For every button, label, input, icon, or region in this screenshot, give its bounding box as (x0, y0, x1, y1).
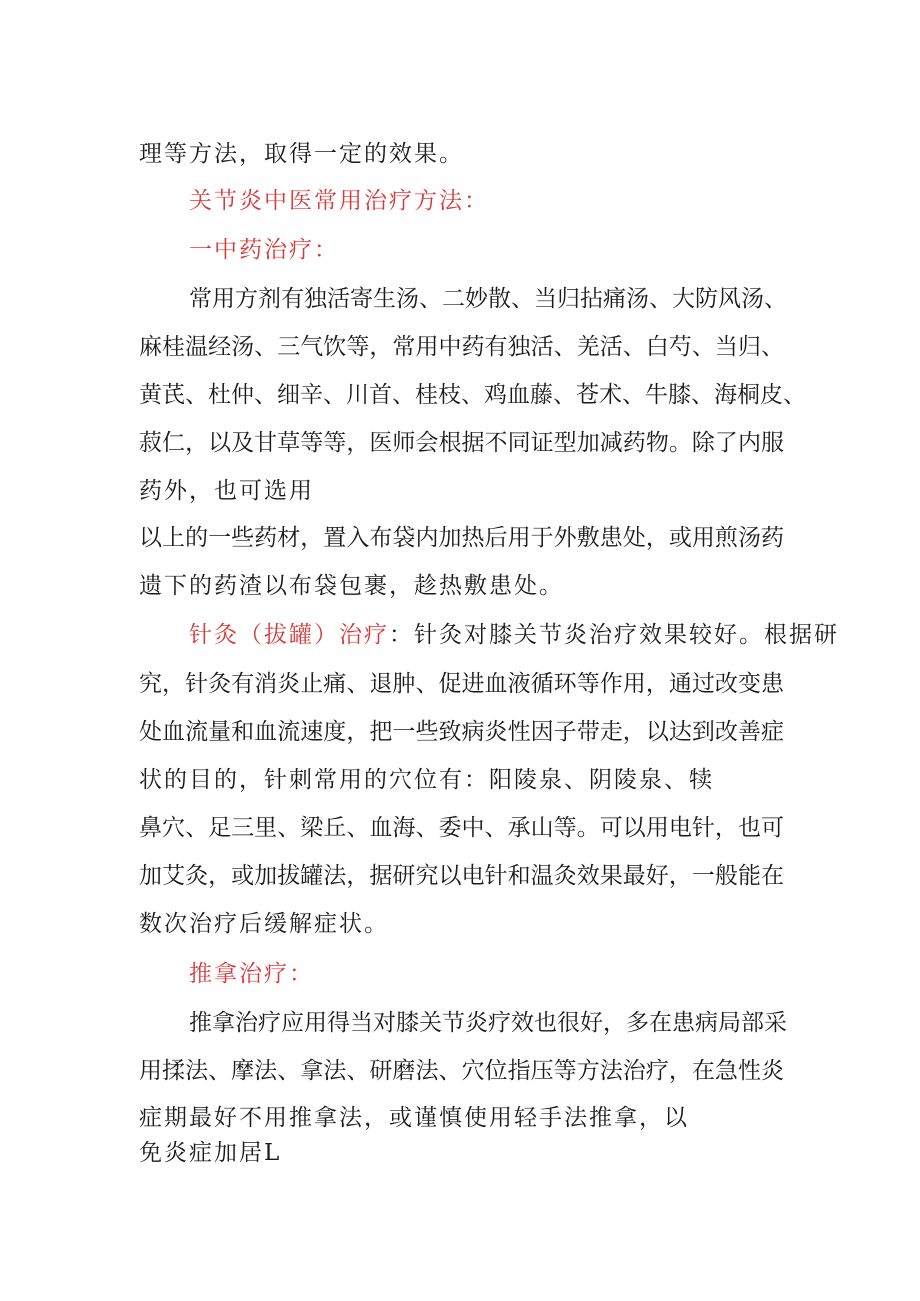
paragraph-line: 药外，也可选用 (139, 478, 314, 504)
paragraph-line-mixed (189, 620, 839, 650)
paragraph-line: 菽仁，以及甘草等等，医师会根据不同证型加减药物。除了内服 (139, 430, 784, 456)
paragraph-line: 鼻穴、足三里、梁丘、血海、委中、承山等。可以用电针，也可 (139, 815, 784, 841)
paragraph-line: 处血流量和血流速度，把一些致病炎性因子带走，以达到改善症 (139, 719, 784, 745)
inline-text: ：针灸对膝关节炎治疗效果较好。根据研 (389, 622, 839, 648)
paragraph-line: 以上的一些药材，置入布袋内加热后用于外敷患处，或用煎汤药 (139, 525, 784, 551)
paragraph-line: 免炎症加居L (139, 1140, 282, 1166)
paragraph-line: 加艾灸，或加拔罐法，据研究以电针和温灸效果最好，一般能在 (139, 863, 784, 889)
paragraph-line: 究，针灸有消炎止痛、退肿、促进血液循环等作用，通过改变患 (139, 671, 784, 697)
paragraph-line: 推拿治疗应用得当对膝关节炎疗效也很好，多在患病局部采 (189, 1010, 787, 1036)
subsection-heading: 推拿治疗： (189, 961, 314, 987)
subsection-heading: 一中药治疗： (189, 237, 339, 263)
paragraph-line: 数次治疗后缓解症状。 (139, 911, 389, 937)
paragraph-line: 症期最好不用推拿法，或谨慎使用轻手法推拿，以 (139, 1105, 689, 1131)
paragraph-line: 黄芪、杜仲、细辛、川首、桂枝、鸡血藤、苍术、牛膝、海桐皮、 (139, 382, 806, 408)
paragraph-line: 理等方法，取得一定的效果。 (139, 141, 464, 167)
paragraph-line: 状的目的，针刺常用的穴位有：阳陵泉、阴陵泉、犊 (139, 767, 714, 793)
section-heading: 关节炎中医常用治疗方法： (189, 188, 489, 214)
paragraph-line: 常用方剂有独活寄生汤、二妙散、当归拈痛汤、大防风汤、 (189, 286, 787, 312)
paragraph-line: 遗下的药渣以布袋包裹，趁热敷患处。 (139, 573, 564, 599)
paragraph-line: 用揉法、摩法、拿法、研磨法、穴位指压等方法治疗，在急性炎 (139, 1058, 784, 1084)
inline-heading: 针灸（拔罐）治疗 (189, 622, 389, 648)
paragraph-line: 麻桂温经汤、三气饮等，常用中药有独活、羌活、白芍、当归、 (139, 334, 784, 360)
